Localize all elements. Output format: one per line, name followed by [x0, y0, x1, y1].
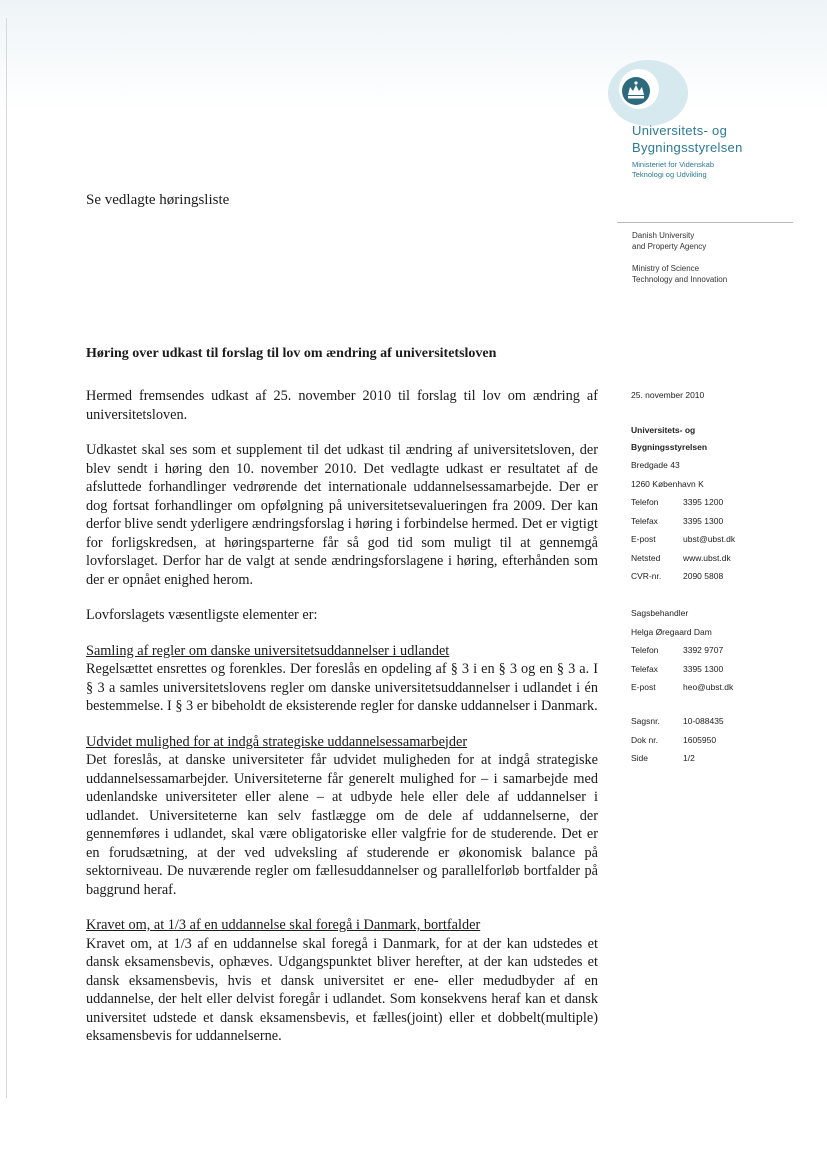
ministry-line1: Ministeriet for Videnskab: [632, 160, 714, 169]
sender-org-line1: Universitets- og: [631, 425, 696, 435]
section-title: Kravet om, at 1/3 af en uddannelse skal foregå i Danmark, bortfalder: [86, 917, 481, 933]
header-background: [0, 0, 827, 110]
ministry-line2: Teknologi og Udvikling: [632, 170, 707, 179]
reference-value: 1605950: [683, 734, 717, 745]
sender-org-line2: Bygningsstyrelsen: [631, 442, 708, 452]
letter-title: Høring over udkast til forslag til lov om ændring af universitetsloven: [86, 346, 497, 361]
english-org-name: [632, 231, 706, 252]
contact-value: 3392 9707: [683, 645, 724, 655]
contact-value: 2090 5808: [683, 571, 724, 581]
page-number: 1/2: [683, 753, 695, 763]
section-text: Kravet om, at 1/3 af en uddannelse skal foregå i Danmark, for at der kan udstedes et dansk eksamensbevis, ophæves. Udgangspunktet bliver herefter, at der kan udstedes et dansk eksamensbevis, hvis et dansk universitet er ene- eller medudbyder af en uddannelse, der helt eller delvist foregår i udlandet. Som konsekvens heraf kan et dansk universitet udstede et dansk eksamensbevis, et fælles(joint) eller et dobbelt(multiple) eksamensbevis for uddannelserne.: [86, 935, 598, 1044]
contact-label: E-post: [631, 682, 656, 692]
handler-contact-row: [631, 678, 733, 697]
handler-label: Sagsbehandler: [631, 608, 689, 618]
contact-email-link[interactable]: ubst@ubst.dk: [683, 534, 736, 544]
org-name: [632, 122, 822, 156]
letter-body: [86, 387, 598, 1063]
handler-contact-row: [631, 641, 733, 660]
recipient-line: Se vedlagte høringsliste: [86, 192, 230, 208]
reference-row: [631, 749, 724, 768]
reference-label: Side: [631, 753, 649, 763]
section-text: Regelsættet ensrettes og forenkles. Der foreslås en opdeling af § 3 i en § 3 og en § 3 a. I § 3 a samles universitetslovens regler om danske universitetsuddannelser i udlandet i én bestemmelse. I § 3 er bibeholdt de eksisterende regler for danske uddannelser i Danmark.: [86, 661, 598, 714]
contact-label: CVR-nr.: [631, 571, 662, 581]
section-strategic-cooperation: [86, 733, 598, 900]
org-name-line2: Bygningsstyrelsen: [632, 140, 743, 155]
paragraph-elements-lead: Lovforslagets væsentligste elementer er:: [86, 607, 318, 623]
en-ministry-line1: Ministry of Science: [632, 264, 700, 273]
crown-seal-icon: [606, 58, 690, 128]
contact-label: Telefon: [631, 645, 659, 655]
contact-value: 3395 1300: [683, 515, 724, 526]
contact-row: [631, 493, 735, 512]
handler-name: Helga Øregaard Dam: [631, 626, 712, 637]
section-one-third-requirement: [86, 916, 598, 1046]
english-ministry: [632, 264, 727, 285]
sender-address: [631, 422, 735, 586]
section-text: Det foreslås, at danske universiteter får udvidet muligheden for at indgå strategiske uddannelsessamarbejder. Universiteterne får generelt mulighed for – i samarbejde med udenlandske universiteter eller alene – at udbyde hele eller dele af uddannelser i udlandet. Universiteterne kan selv fastlægge om de dele af uddannelserne, der gennemføres i udlandet, skal være obligatoriske eller valgfrie for de studerende. Det er en forudsætning, at der ved udveksling af studerende er økonomisk balance på sektorniveau. De nuværende regler om fællesuddannelser og parallelforløb bortfalder på baggrund heraf.: [86, 752, 598, 898]
org-ministry: [632, 160, 822, 180]
handler-email-link[interactable]: heo@ubst.dk: [683, 682, 734, 692]
handler-contact-row: [631, 660, 733, 679]
section-title: Samling af regler om danske universitetsuddannelser i udlandet: [86, 642, 450, 659]
section-abroad-programmes: [86, 642, 598, 716]
reference-row: [631, 731, 724, 750]
sender-street: Bredgade 43: [631, 460, 680, 470]
sender-city: 1260 København K: [631, 478, 704, 489]
contact-label: Telefon: [631, 497, 659, 507]
section-title: Udvidet mulighed for at indgå strategiske uddannelsessamarbejder: [86, 733, 468, 750]
reference-label: Dok nr.: [631, 734, 658, 745]
document-references: [631, 712, 724, 768]
scan-edge-line: [6, 18, 7, 1098]
org-name-line1: Universitets- og: [632, 123, 728, 138]
paragraph-context: Udkastet skal ses som et supplement til det udkast til ændring af universitetsloven, der blev sendt i høring den 10. november 2010. Det vedlagte udkast er resultatet af de afsluttede forhandlinger vedrørende det internationale uddannelsessamarbejde. Der er dog fortsat forhandlinger om opfølgning på universitetsevalueringen fra 2009. Der kan derfor blive sendt yderligere ændringsforslag i høring i forbindelse hermed. Det er vigtigt for forligskredsen, at høringsparterne får så god tid som muligt til at gennemgå lovforslaget. Derfor har de valgt at sende ændringsforslagene i høring, efterhånden som der er opnået enighed herom.: [86, 442, 598, 588]
en-ministry-line2: Technology and Innovation: [632, 274, 728, 284]
reference-value: 10-088435: [683, 716, 724, 726]
en-name-line2: and Property Agency: [632, 241, 707, 251]
reference-row: [631, 712, 724, 731]
en-name-line1: Danish University: [632, 231, 695, 240]
paragraph-intro: Hermed fremsendes udkast af 25. november 2010 til forslag til lov om ændring af universitetsloven.: [86, 388, 598, 423]
contact-row: [631, 512, 735, 531]
reference-label: Sagsnr.: [631, 716, 660, 726]
sidebar-divider: [617, 222, 793, 223]
contact-label: Netsted: [631, 552, 661, 563]
contact-label: Telefax: [631, 515, 658, 526]
contact-label: Telefax: [631, 663, 658, 674]
contact-label: E-post: [631, 534, 656, 544]
contact-row: [631, 549, 735, 568]
contact-value: 3395 1200: [683, 497, 724, 507]
case-handler: [631, 604, 733, 697]
letter-date: 25. november 2010: [631, 390, 705, 400]
contact-value: 3395 1300: [683, 663, 724, 674]
contact-row: [631, 567, 735, 586]
contact-row: [631, 530, 735, 549]
contact-website-link[interactable]: www.ubst.dk: [683, 552, 731, 563]
